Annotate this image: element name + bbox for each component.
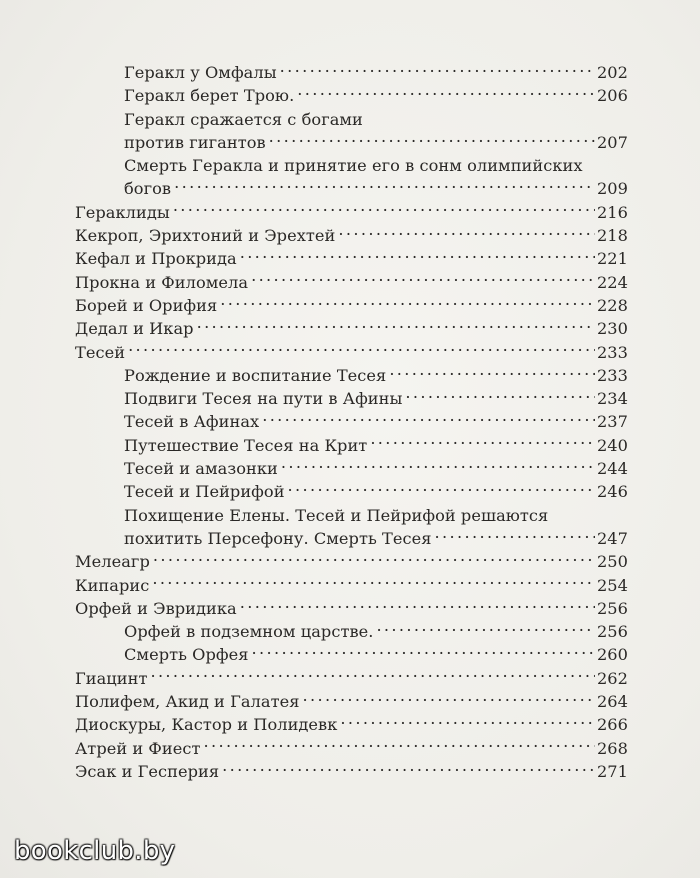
- toc-entry: [75, 737, 628, 760]
- toc-entry-title-first-line: Похищение Елены. Тесей и Пейрифой решаются: [124, 505, 549, 525]
- dot-leader: [197, 318, 595, 334]
- toc-entry-page-number: 233: [596, 365, 628, 385]
- toc-entry: [75, 247, 628, 270]
- toc-entry-title: Эсак и Гесперия: [75, 761, 220, 781]
- toc-entry: [75, 434, 628, 457]
- toc-entry-title: Гераклиды: [75, 202, 170, 222]
- toc-entry-title: Гиацинт: [75, 668, 148, 688]
- dot-leader: [269, 132, 595, 148]
- dot-leader: [222, 761, 595, 777]
- toc-entry-page-number: 209: [596, 179, 628, 199]
- dot-leader: [251, 271, 595, 287]
- toc-entry: [75, 61, 628, 84]
- toc-entry: [75, 364, 628, 387]
- toc-entry: [75, 457, 628, 480]
- toc-entry-page-number: 233: [596, 342, 628, 362]
- toc-entry: [75, 760, 628, 783]
- toc-entry-page-number: 262: [596, 668, 628, 688]
- toc-entry-title: Мелеагр: [75, 552, 150, 572]
- toc-entry: [75, 690, 628, 713]
- toc-entry-page-number: 228: [596, 295, 628, 315]
- toc-entry: [75, 504, 628, 551]
- table-of-contents: [75, 61, 628, 783]
- toc-entry-title: Рождение и воспитание Тесея: [124, 365, 387, 385]
- dot-leader: [174, 178, 595, 194]
- dot-leader: [252, 644, 595, 660]
- dot-leader: [128, 341, 595, 357]
- toc-entry: [75, 201, 628, 224]
- toc-entry-title: Тесей и Пейрифой: [124, 482, 285, 502]
- toc-entry-title: Подвиги Тесея на пути в Афины: [124, 389, 403, 409]
- toc-entry-title: Тесей и амазонки: [124, 459, 278, 479]
- dot-leader: [150, 668, 594, 684]
- toc-entry-title: Кефал и Прокрида: [75, 249, 237, 269]
- toc-entry: [75, 713, 628, 736]
- dot-leader: [405, 388, 595, 404]
- toc-entry-page-number: 237: [596, 412, 628, 432]
- toc-entry: [75, 271, 628, 294]
- toc-entry-page-number: 271: [596, 761, 628, 781]
- toc-entry: [75, 224, 628, 247]
- dot-leader: [220, 295, 595, 311]
- dot-leader: [435, 528, 595, 544]
- toc-entry-title: Геракл берет Трою.: [124, 86, 295, 106]
- toc-entry-page-number: 264: [596, 692, 628, 712]
- dot-leader: [240, 598, 595, 614]
- toc-entry: [75, 387, 628, 410]
- toc-entry-title-first-line: Смерть Геракла и принятие его в сонм олимпийских: [124, 156, 583, 176]
- toc-entry-title: Диоскуры, Кастор и Полидевк: [75, 715, 338, 735]
- toc-entry-page-number: 250: [596, 552, 628, 572]
- toc-entry-title: Смерть Орфея: [124, 645, 249, 665]
- dot-leader: [389, 365, 595, 381]
- dot-leader: [240, 248, 595, 264]
- toc-entry-page-number: 246: [596, 482, 628, 502]
- toc-entry-title: Борей и Орифия: [75, 295, 218, 315]
- toc-entry: [75, 643, 628, 666]
- dot-leader: [370, 435, 595, 451]
- toc-entry-page-number: 268: [596, 738, 628, 758]
- watermark-logo: bookclub.by: [14, 836, 176, 866]
- dot-leader: [152, 574, 595, 590]
- dot-leader: [288, 481, 595, 497]
- toc-entry-title: Дедал и Икар: [75, 319, 194, 339]
- dot-leader: [280, 62, 595, 78]
- toc-entry-title: Орфей и Эвридика: [75, 598, 237, 618]
- toc-entry: [75, 84, 628, 107]
- toc-entry: [75, 294, 628, 317]
- toc-entry-title: Кекроп, Эрихтоний и Эрехтей: [75, 226, 336, 246]
- toc-entry-title: Кипарис: [75, 575, 150, 595]
- toc-entry-title-first-line: Геракл сражается с богами: [124, 109, 363, 129]
- dot-leader: [173, 202, 595, 218]
- toc-entry: [75, 317, 628, 340]
- toc-entry: [75, 341, 628, 364]
- toc-entry: [75, 410, 628, 433]
- dot-leader: [376, 621, 595, 637]
- toc-entry-page-number: 254: [596, 575, 628, 595]
- toc-entry-title: Полифем, Акид и Галатея: [75, 692, 300, 712]
- toc-entry: [75, 550, 628, 573]
- dot-leader: [262, 411, 595, 427]
- toc-entry-page-number: 202: [596, 63, 628, 82]
- toc-entry-title: Тесей в Афинах: [124, 412, 260, 432]
- toc-entry: [75, 574, 628, 597]
- dot-leader: [153, 551, 595, 567]
- toc-entry-page-number: 266: [596, 715, 628, 735]
- toc-entry-page-number: 224: [596, 272, 628, 292]
- toc-entry: [75, 620, 628, 643]
- toc-entry-page-number: 240: [596, 435, 628, 455]
- dot-leader: [338, 225, 595, 241]
- dot-leader: [204, 737, 595, 753]
- toc-entry-title: против гигантов: [124, 132, 266, 152]
- toc-entry-title: Атрей и Фиест: [75, 738, 201, 758]
- toc-entry-title: Тесей: [75, 342, 126, 362]
- toc-entry: [75, 667, 628, 690]
- toc-entry-page-number: 260: [596, 645, 628, 665]
- toc-entry: [75, 154, 628, 201]
- toc-entry-page-number: 216: [596, 202, 628, 222]
- toc-entry-page-number: 244: [596, 459, 628, 479]
- toc-entry-title: Геракл у Омфалы: [124, 63, 277, 82]
- toc-entry-title: Прокна и Филомела: [75, 272, 249, 292]
- toc-entry: [75, 480, 628, 503]
- dot-leader: [281, 458, 595, 474]
- toc-entry-page-number: 221: [596, 249, 628, 269]
- toc-entry-page-number: 218: [596, 226, 628, 246]
- toc-entry-page-number: 256: [596, 622, 628, 642]
- toc-entry-title: похитить Персефону. Смерть Тесея: [124, 528, 432, 548]
- dot-leader: [340, 714, 595, 730]
- toc-entry-title: Путешествие Тесея на Крит: [124, 435, 368, 455]
- toc-entry-page-number: 247: [596, 528, 628, 548]
- dot-leader: [302, 691, 594, 707]
- toc-entry: [75, 108, 628, 155]
- toc-entry-page-number: 206: [596, 86, 628, 106]
- toc-entry: [75, 597, 628, 620]
- toc-entry-page-number: 256: [596, 598, 628, 618]
- toc-entry-page-number: 234: [596, 389, 628, 409]
- toc-entry-page-number: 230: [596, 319, 628, 339]
- toc-entry-page-number: 207: [596, 132, 628, 152]
- dot-leader: [297, 85, 595, 101]
- toc-entry-title: Орфей в подземном царстве.: [124, 622, 374, 642]
- toc-entry-title: богов: [124, 179, 172, 199]
